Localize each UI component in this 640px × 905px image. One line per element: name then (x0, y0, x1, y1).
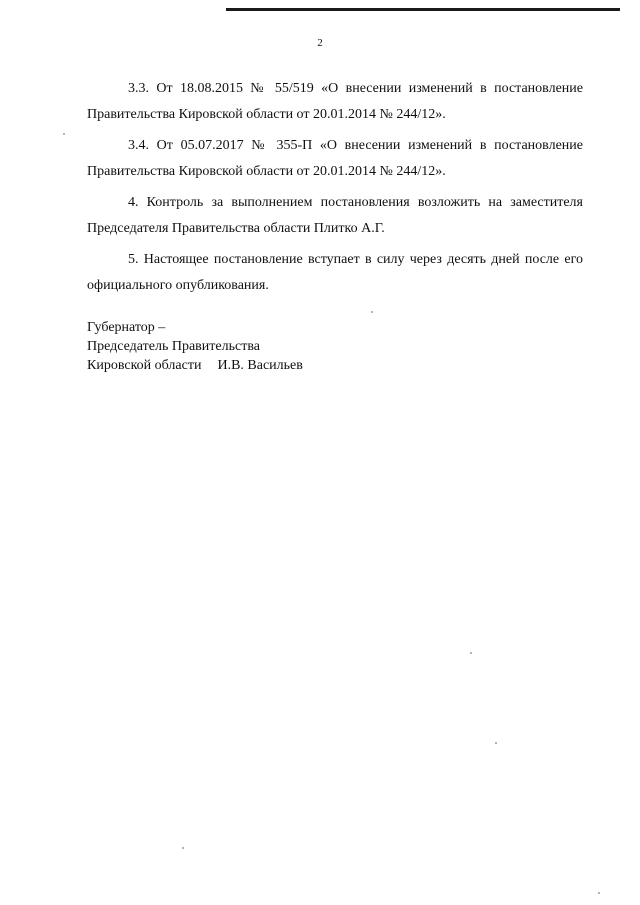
scan-speck (495, 742, 497, 744)
signatory-name: И.В. Васильев (217, 358, 303, 373)
paragraph-line: Правительства Кировской области от 20.01.2014 № 244/12». (87, 107, 446, 122)
document-body (87, 76, 583, 304)
signatory-title-line: Председатель Правительства (87, 339, 260, 354)
signature-block (87, 318, 303, 375)
paragraph-line: Правительства Кировской области от 20.01.2014 № 244/12». (87, 164, 446, 179)
scan-speck (470, 652, 472, 654)
paragraph-line: 4. Контроль за выполнением постановления возложить на заместителя (128, 195, 583, 210)
paragraph-5 (87, 247, 583, 299)
scan-speck (371, 311, 373, 313)
signatory-title-line (87, 356, 303, 375)
scan-speck (598, 892, 600, 894)
signatory-region: Кировской области (87, 358, 202, 373)
scan-speck (63, 133, 65, 135)
header-rule (226, 8, 620, 11)
paragraph-3-3 (87, 76, 583, 128)
paragraph-line: 3.3. От 18.08.2015 № 55/519 «О внесении изменений в постановление (128, 81, 583, 96)
paragraph-line: 5. Настоящее постановление вступает в силу через десять дней после его (128, 252, 583, 267)
paragraph-4 (87, 190, 583, 242)
paragraph-line: 3.4. От 05.07.2017 № 355-П «О внесении изменений в постановление (128, 138, 583, 153)
scan-speck (182, 847, 184, 849)
paragraph-line: официального опубликования. (87, 278, 269, 293)
signatory-title-line: Губернатор – (87, 320, 166, 335)
paragraph-line: Председателя Правительства области Плитко А.Г. (87, 221, 385, 236)
paragraph-3-4 (87, 133, 583, 185)
page-number: 2 (317, 37, 323, 49)
